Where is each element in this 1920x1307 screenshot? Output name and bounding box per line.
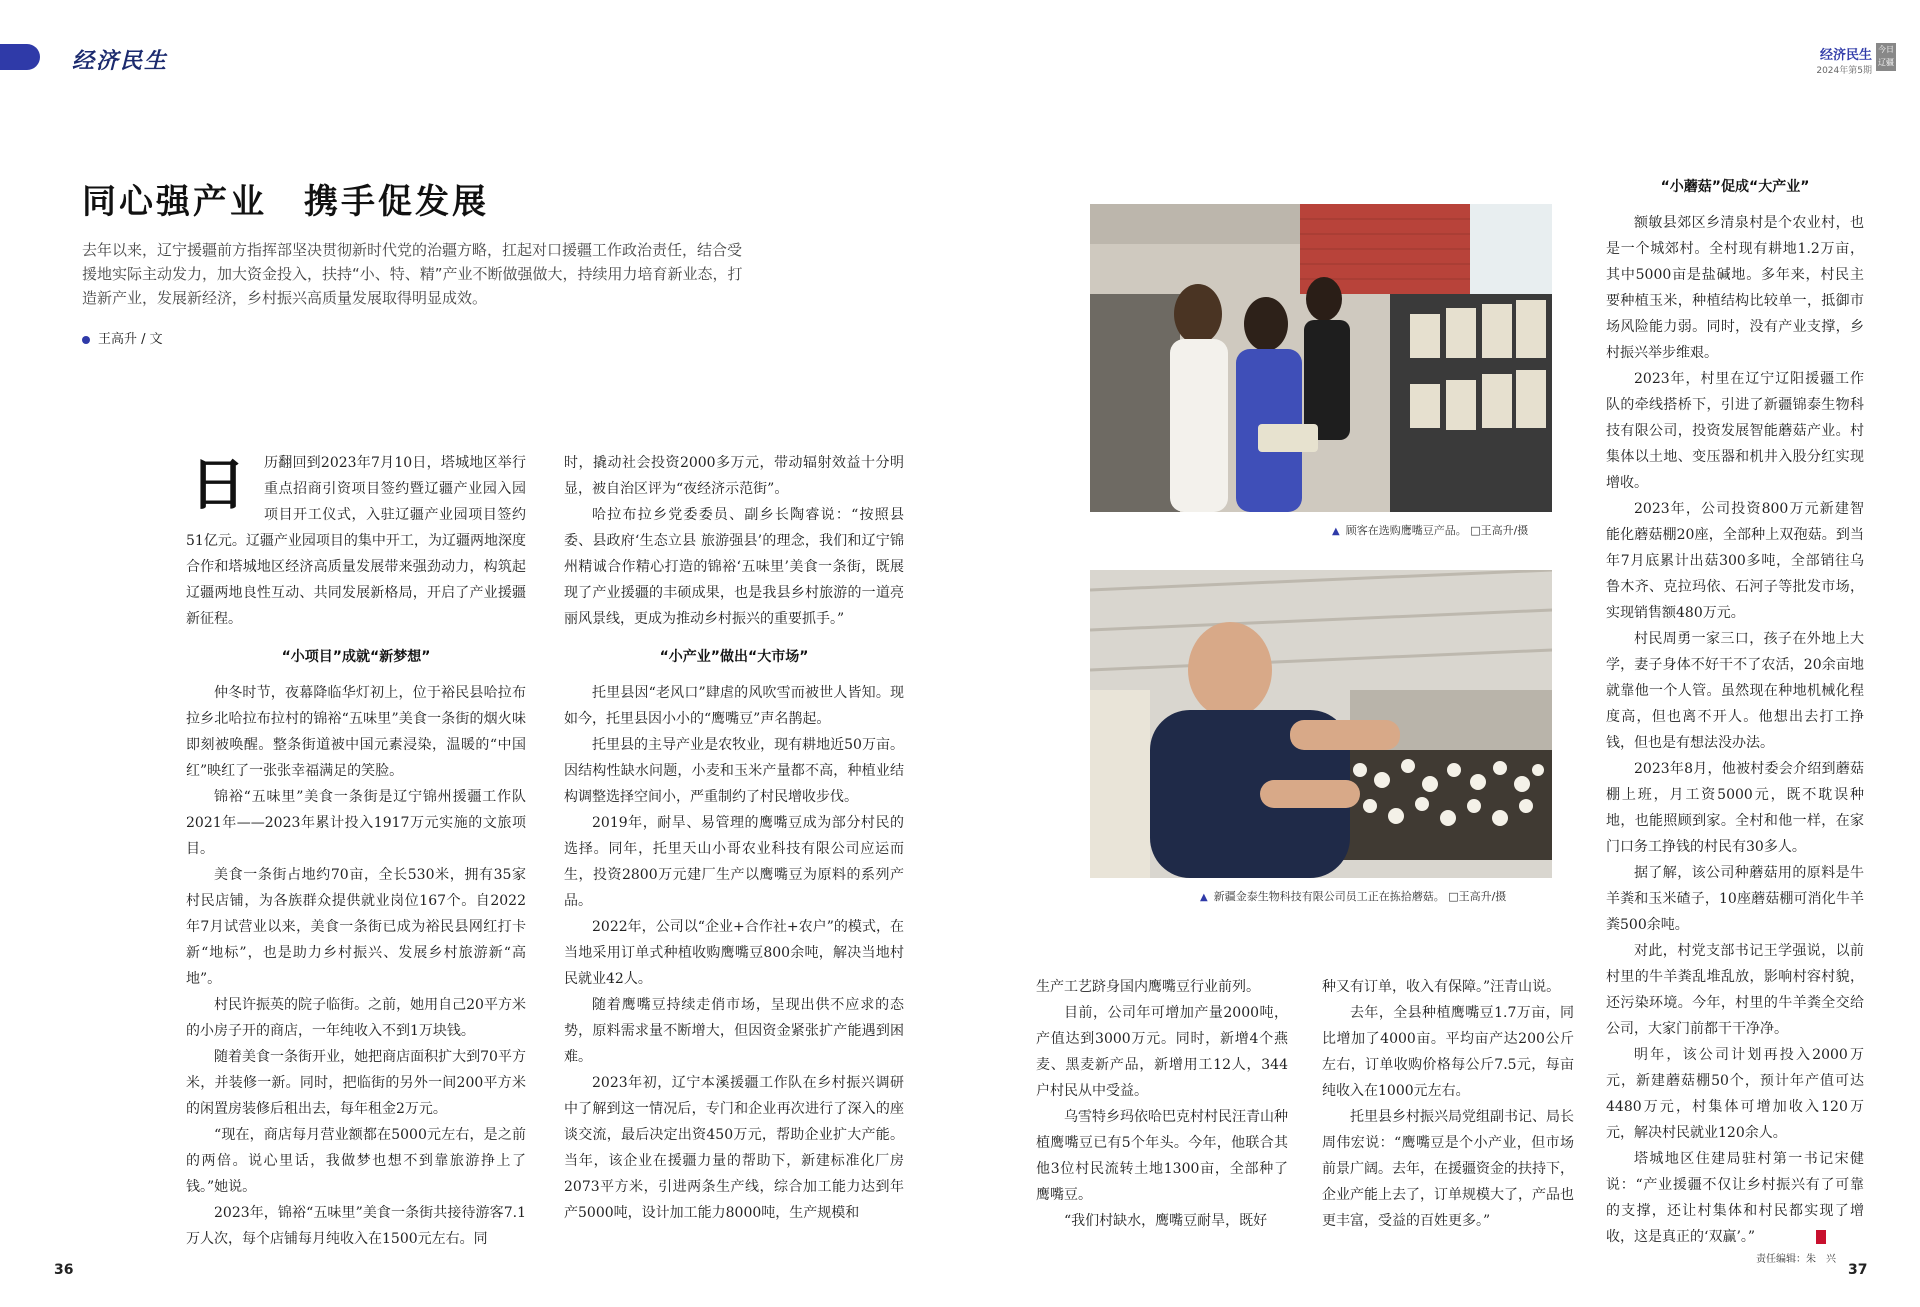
paragraph: 2019年，耐旱、易管理的鹰嘴豆成为部分村民的选择。同年，托里天山小哥农业科技有限公司应运而生，投资2800万元建厂生产以鹰嘴豆为原料的系列产品。 bbox=[564, 815, 904, 909]
paragraph: 村民周勇一家三口，孩子在外地上大学，妻子身体不好干不了农活，20余亩地就靠他一个人管。虽然现在种地机械化程度高，但也离不开人。他想出去打工挣钱，但也是有想法没办法。 bbox=[1606, 631, 1864, 751]
issue-label: 2024年第5期 bbox=[1816, 66, 1872, 76]
paragraph: 目前，公司年可增加产量2000吨，产值达到3000万元。同时，新增4个燕麦、黑麦新产品，新增用工12人，344户村民从中受益。 bbox=[1036, 1005, 1288, 1099]
paragraph: 托里县乡村振兴局党组副书记、局长周伟宏说：“鹰嘴豆是个小产业，但市场前景广阔。去年，在援疆资金的扶持下，企业产能上去了，订单规模大了，产品也更丰富，受益的百姓更多。” bbox=[1322, 1109, 1574, 1229]
paragraph: 随着鹰嘴豆持续走俏市场，呈现出供不应求的态势，原料需求量不断增大，但因资金紧张扩产能遇到困难。 bbox=[564, 997, 904, 1065]
photo-mushroom-picking bbox=[1090, 570, 1552, 878]
paragraph: 随着美食一条街开业，她把商店面积扩大到70平方米，并装修一新。同时，把临街的另外一间200平方米的闲置房装修后租出去，每年租金2万元。 bbox=[186, 1049, 526, 1117]
paragraph: 美食一条街占地约70亩，全长530米，拥有35家村民店铺，为各族群众提供就业岗位167个。自2022年7月试营业以来，美食一条街已成为裕民县网红打卡新“地标”，也是助力乡村振兴、发展乡村旅游新“高地”。 bbox=[186, 867, 526, 987]
paragraph: 生产工艺跻身国内鹰嘴豆行业前列。 bbox=[1036, 979, 1260, 995]
section-tab-marker bbox=[0, 44, 40, 70]
text-column-2 bbox=[564, 450, 904, 1250]
author-name: 王高升 / 文 bbox=[98, 332, 163, 347]
paragraph: 明年，该公司计划再投入2000万元，新建蘑菇棚50个，预计年产值可达4480万元，村集体可增加收入120万元，解决村民就业120余人。 bbox=[1606, 1047, 1864, 1141]
paragraph: 2023年，村里在辽宁辽阳援疆工作队的牵线搭桥下，引进了新疆锦泰生物科技有限公司，投资发展智能蘑菇产业。村集体以土地、变压器和机井入股分红实现增收。 bbox=[1606, 371, 1864, 491]
photo-illustration bbox=[1090, 204, 1552, 512]
paragraph: 仲冬时节，夜幕降临华灯初上，位于裕民县哈拉布拉乡北哈拉布拉村的锦裕“五味里”美食一条街的烟火味即刻被唤醒。整条街道被中国元素浸染，温暖的“中国红”映红了一张张幸福满足的笑脸。 bbox=[186, 685, 526, 779]
paragraph: 村民许振英的院子临街。之前，她用自己20平方米的小房子开的商店，一年纯收入不到1万块钱。 bbox=[186, 997, 526, 1039]
subheading: “小产业”做出“大市场” bbox=[659, 649, 809, 665]
article-lede: 去年以来，辽宁援疆前方指挥部坚决贯彻新时代党的治疆方略，扛起对口援疆工作政治责任，结合受援地实际主动发力，加大资金投入，扶持“小、特、精”产业不断做强做大，持续用力培育新业态，打造新产业，发展新经济，乡村振兴高质量发展取得明显成效。 bbox=[82, 241, 743, 307]
text-column-3 bbox=[1036, 974, 1288, 1254]
paragraph: 额敏县郊区乡清泉村是个农业村，也是一个城郊村。全村现有耕地1.2万亩，其中5000亩是盐碱地。多年来，村民主要种植玉米，种植结构比较单一，抵御市场风险能力弱。同时，没有产业支撑，乡村振兴举步维艰。 bbox=[1606, 215, 1864, 361]
paragraph: 托里县的主导产业是农牧业，现有耕地近50万亩。因结构性缺水问题，小麦和玉米产量都不高，种植业结构调整选择空间小，严重制约了村民增收步伐。 bbox=[564, 737, 904, 805]
paragraph: 2023年，锦裕“五味里”美食一条街共接待游客7.1万人次，每个店铺每月纯收入在1500元左右。同 bbox=[186, 1205, 526, 1247]
paragraph: 对此，村党支部书记王学强说，以前村里的牛羊粪乱堆乱放，影响村容村貌，还污染环境。今年，村里的牛羊粪全交给公司，大家门前都干干净净。 bbox=[1606, 943, 1864, 1037]
page-number-left: 36 bbox=[54, 1262, 74, 1278]
paragraph: 锦裕“五味里”美食一条街是辽宁锦州援疆工作队2021年——2023年累计投入1917万元实施的文旅项目。 bbox=[186, 789, 526, 857]
magazine-badge: 今日辽疆 bbox=[1876, 43, 1896, 71]
paragraph: 托里县因“老风口”肆虐的风吹雪而被世人皆知。现如今，托里县因小小的“鹰嘴豆”声名鹊起。 bbox=[564, 685, 904, 727]
triangle-icon: ▲ bbox=[1200, 892, 1208, 903]
photo-caption bbox=[1332, 522, 1528, 538]
byline bbox=[82, 328, 163, 347]
paragraph: 种又有订单，收入有保障。”汪青山说。 bbox=[1322, 979, 1561, 995]
article-title: 同心强产业 携手促发展 bbox=[82, 182, 489, 222]
triangle-icon: ▲ bbox=[1332, 526, 1340, 537]
end-mark bbox=[1816, 1230, 1826, 1244]
paragraph: “现在，商店每月营业额都在5000元左右，是之前的两倍。说心里话，我做梦也想不到靠旅游挣上了钱。”她说。 bbox=[186, 1127, 526, 1195]
text-column-5 bbox=[1606, 174, 1864, 1254]
photo-caption bbox=[1200, 888, 1506, 904]
paragraph: 2023年初，辽宁本溪援疆工作队在乡村振兴调研中了解到这一情况后，专门和企业再次进行了深入的座谈交流，最后决定出资450万元，帮助企业扩大产能。当年，该企业在援疆力量的帮助下，新建标准化厂房2073平方米，引进两条生产线，综合加工能力达到年产5000吨，设计加工能力8000吨，生产规模和 bbox=[564, 1075, 904, 1221]
editor-credit: 责任编辑：朱 兴 bbox=[1756, 1254, 1836, 1265]
subheading: “小项目”成就“新梦想” bbox=[281, 649, 431, 665]
drop-cap: 日 bbox=[190, 453, 246, 518]
paragraph: 哈拉布拉乡党委委员、副乡长陶睿说：“按照县委、县政府‘生态立县 旅游强县’的理念，我们和辽宁锦州精诚合作精心打造的锦裕‘五味里’美食一条街，既展现了产业援疆的丰硕成果，也是我县乡村旅游的一道亮丽风景线，更成为推动乡村振兴的重要抓手。” bbox=[564, 507, 904, 627]
caption-text: 新疆金泰生物科技有限公司员工正在拣拾蘑菇。 □王高升/摄 bbox=[1213, 890, 1507, 903]
paragraph: 据了解，该公司种蘑菇用的原料是牛羊粪和玉米碴子，10座蘑菇棚可消化牛羊粪500余吨。 bbox=[1606, 865, 1864, 933]
paragraph: 2022年，公司以“企业+合作社+农户”的模式，在当地采用订单式种植收购鹰嘴豆800余吨，解决当地村民就业42人。 bbox=[564, 919, 904, 987]
text-column-4 bbox=[1322, 974, 1574, 1254]
bullet-icon bbox=[82, 336, 90, 344]
page-number-right: 37 bbox=[1848, 1262, 1868, 1278]
subheading: “小蘑菇”促成“大产业” bbox=[1660, 179, 1810, 195]
paragraph: “我们村缺水，鹰嘴豆耐旱，既好 bbox=[1064, 1213, 1268, 1229]
magazine-name: 经济民生 bbox=[1819, 48, 1872, 63]
paragraph: 历翻回到2023年7月10日，塔城地区举行重点招商引资项目签约暨辽疆产业园入园项目开工仪式，入驻辽疆产业园项目签约51亿元。辽疆产业园项目的集中开工，为辽疆两地深度合作和塔城地区经济高质量发展带来强劲动力，构筑起辽疆两地良性互动、共同发展新格局，开启了产业援疆新征程。 bbox=[186, 455, 526, 627]
magazine-header bbox=[1816, 44, 1872, 76]
text-column-1 bbox=[186, 450, 526, 1250]
paragraph: 塔城地区住建局驻村第一书记宋健说：“产业援疆不仅让乡村振兴有了可靠的支撑，还让村集体和村民都实现了增收，这是真正的‘双赢’。” bbox=[1606, 1151, 1864, 1245]
paragraph: 乌雪特乡玛依哈巴克村村民汪青山种植鹰嘴豆已有5个年头。今年，他联合其他3位村民流转土地1300亩，全部种了鹰嘴豆。 bbox=[1036, 1109, 1288, 1203]
paragraph: 去年，全县种植鹰嘴豆1.7万亩，同比增加了4000亩。平均亩产达200公斤左右，订单收购价格每公斤7.5元，每亩纯收入在1000元左右。 bbox=[1322, 1005, 1574, 1099]
photo-illustration bbox=[1090, 570, 1552, 878]
section-title: 经济民生 bbox=[72, 48, 169, 74]
paragraph: 2023年8月，他被村委会介绍到蘑菇棚上班，月工资5000元，既不耽误种地，也能照顾到家。全村和他一样，在家门口务工挣钱的村民有30多人。 bbox=[1606, 761, 1864, 855]
paragraph: 2023年，公司投资800万元新建智能化蘑菇棚20座，全部种上双孢菇。到当年7月底累计出菇300多吨，全部销往乌鲁木齐、克拉玛依、石河子等批发市场，实现销售额480万元。 bbox=[1606, 501, 1864, 621]
paragraph: 时，撬动社会投资2000多万元，带动辐射效益十分明显，被自治区评为“夜经济示范街”。 bbox=[564, 455, 904, 497]
caption-text: 顾客在选购鹰嘴豆产品。 □王高升/摄 bbox=[1345, 524, 1529, 537]
photo-chickpea-shopping bbox=[1090, 204, 1552, 512]
